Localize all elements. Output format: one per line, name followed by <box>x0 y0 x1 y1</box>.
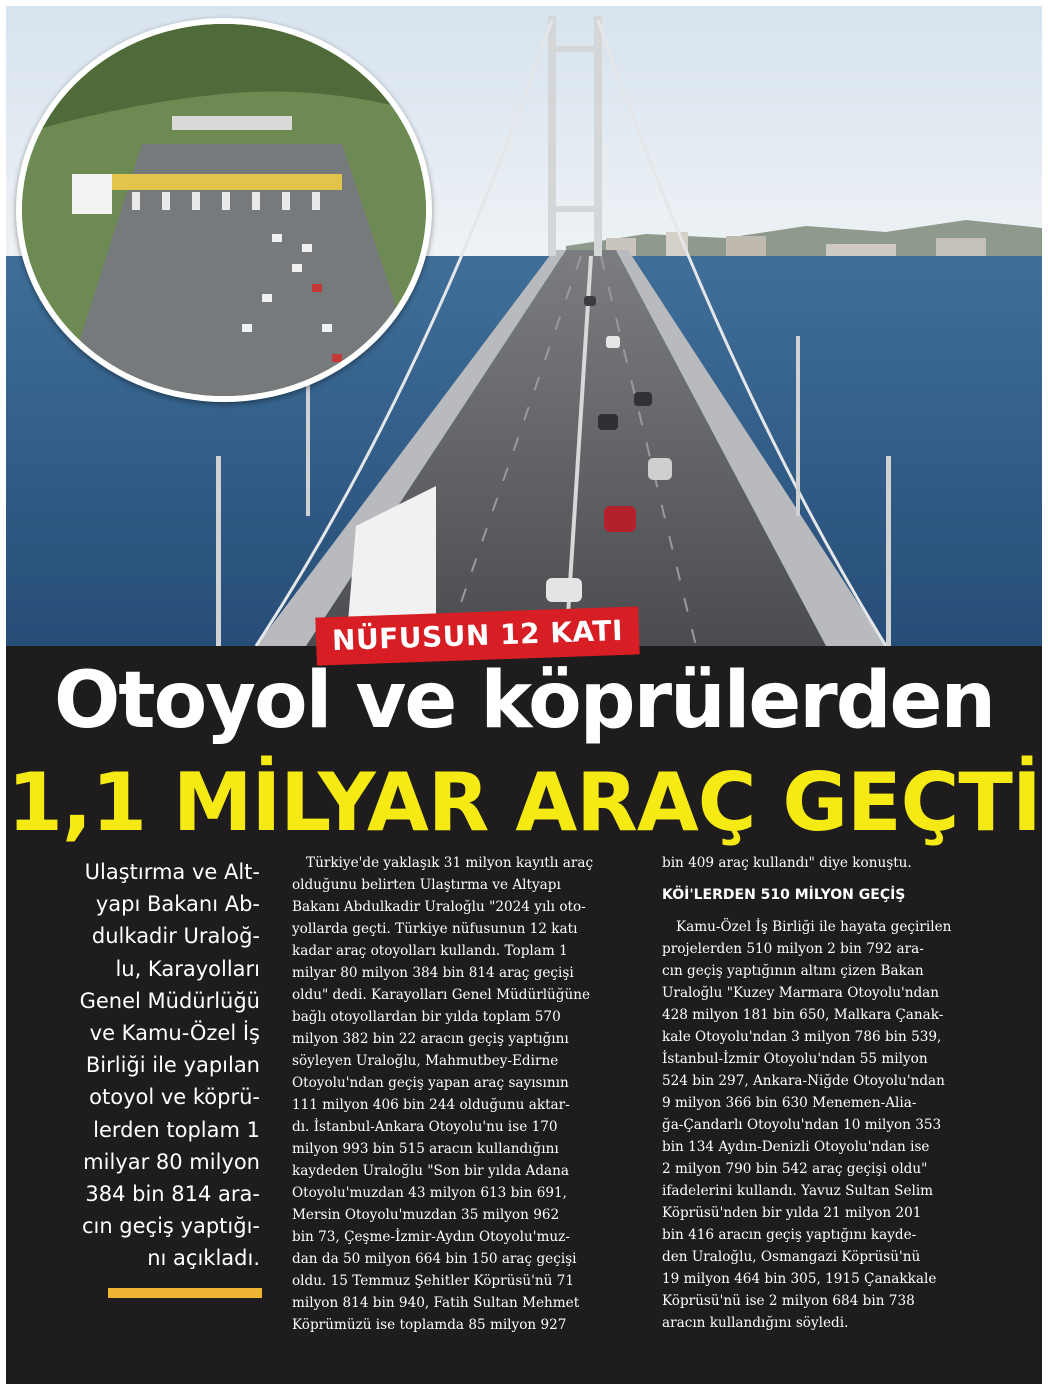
lead-line: cın geçiş yaptığı- <box>81 1214 260 1239</box>
body-line: milyon 382 bin 22 aracın geçiş yaptığını <box>292 1031 569 1047</box>
body-line: yollarda geçti. Türkiye nüfusunun 12 katı <box>292 921 578 937</box>
article-column-2 <box>662 852 1022 1334</box>
body-line: 9 milyon 366 bin 630 Menemen-Alia- <box>662 1095 917 1111</box>
body-line: ğa-Çandarlı Otoyolu'ndan 10 milyon 353 <box>662 1117 942 1133</box>
body-line: milyon 814 bin 940, Fatih Sultan Mehmet <box>292 1295 580 1311</box>
body-line: Kamu-Özel İş Birliği ile hayata geçirilen <box>676 919 952 935</box>
lead-line: Genel Müdürlüğü <box>79 988 260 1013</box>
body-line: cın geçiş yaptığının altını çizen Bakan <box>662 963 924 979</box>
body-line: ifadelerini kullandı. Yavuz Sultan Selim <box>662 1183 934 1199</box>
body-line: kaydeden Uraloğlu "Son bir yılda Adana <box>292 1163 569 1179</box>
body-line: Köprüsü'nü ise 2 milyon 684 bin 738 <box>662 1293 915 1309</box>
body-line: Otoyolu'muzdan 43 milyon 613 bin 691, <box>292 1185 567 1201</box>
body-line: olduğunu belirten Ulaştırma ve Altyapı <box>292 877 561 893</box>
body-line: söyleyen Uraloğlu, Mahmutbey-Edirne <box>292 1053 559 1069</box>
lead-accent-bar <box>108 1288 262 1298</box>
body-line: milyon 993 bin 515 aracın kullandığını <box>292 1141 559 1157</box>
body-line: Uraloğlu "Kuzey Marmara Otoyolu'ndan <box>662 985 940 1001</box>
body-line: 19 milyon 464 bin 305, 1915 Çanakkale <box>662 1271 937 1287</box>
lead-line: dulkadir Uraloğ- <box>91 924 260 949</box>
body-line: den Uraloğlu, Osmangazi Köprüsü'nü <box>662 1249 921 1265</box>
body-line: bin 409 araç kullandı" diye konuştu. <box>662 855 912 871</box>
body-line: projelerden 510 milyon 2 bin 792 ara- <box>662 941 924 957</box>
body-line: kale Otoyolu'ndan 3 milyon 786 bin 539, <box>662 1029 942 1045</box>
body-line: Türkiye'de yaklaşık 31 milyon kayıtlı araç <box>306 855 594 871</box>
newspaper-page <box>6 6 1042 1384</box>
body-line: Köprümüzü ise toplamda 85 milyon 927 <box>292 1317 567 1333</box>
body-line: bin 73, Çeşme-İzmir-Aydın Otoyolu'muz- <box>292 1229 570 1245</box>
headline-line-2: 1,1 MİLYAR ARAÇ GEÇTİ <box>7 756 1041 849</box>
body-line: kadar araç otoyolları kullandı. Toplam 1 <box>292 943 568 959</box>
body-line: 2 milyon 790 bin 542 araç geçişi oldu" <box>662 1161 928 1177</box>
lead-line: Ulaştırma ve Alt- <box>84 860 260 884</box>
body-line: oldu" dedi. Karayolları Genel Müdürlüğüne <box>292 987 591 1003</box>
lead-line: otoyol ve köprü- <box>89 1085 260 1110</box>
body-line: bağlı otoyollardan bir yılda toplam 570 <box>292 1009 561 1025</box>
body-line: dı. İstanbul-Ankara Otoyolu'nu ise 170 <box>292 1119 558 1135</box>
lead-paragraph <box>34 856 260 1275</box>
headline-line-1: Otoyol ve köprülerden <box>54 656 994 746</box>
body-line: Köprüsü'nden bir yılda 21 milyon 201 <box>662 1205 922 1221</box>
bridge-photo <box>6 6 1042 646</box>
body-line: milyar 80 milyon 384 bin 814 araç geçişi <box>292 965 574 981</box>
kicker-label: NÜFUSUN 12 KATI <box>315 606 640 665</box>
lead-line: lu, Karayolları <box>115 956 260 981</box>
body-line: Bakanı Abdulkadir Uraloğlu "2024 yılı oto- <box>292 899 586 915</box>
body-line: bin 134 Aydın-Denizli Otoyolu'ndan ise <box>662 1139 930 1155</box>
body-line: bin 416 aracın geçiş yaptığını kayde- <box>662 1227 917 1243</box>
body-line: oldu. 15 Temmuz Şehitler Köprüsü'nü 71 <box>292 1273 574 1289</box>
lead-line: yapı Bakanı Ab- <box>95 892 260 917</box>
toll-plaza-illustration <box>22 24 426 396</box>
article-column-1 <box>292 852 638 1336</box>
body-line: 428 milyon 181 bin 650, Malkara Çanak- <box>662 1007 944 1023</box>
body-line: Mersin Otoyolu'muzdan 35 milyon 962 <box>292 1207 560 1223</box>
lead-line: nı açıkladı. <box>147 1246 260 1271</box>
lead-line: ve Kamu-Özel İş <box>89 1021 260 1046</box>
body-line: aracın kullandığını söyledi. <box>662 1315 849 1331</box>
section-subhead: KÖİ'LERDEN 510 MİLYON GEÇİŞ <box>662 887 906 903</box>
lead-line: lerden toplam 1 <box>93 1117 260 1142</box>
lead-line: milyar 80 milyon <box>83 1149 260 1174</box>
toll-plaza-photo <box>16 18 432 402</box>
body-line: dan da 50 milyon 664 bin 150 araç geçişi <box>292 1251 577 1267</box>
lead-line: Birliği ile yapılan <box>85 1053 260 1078</box>
body-line: İstanbul-İzmir Otoyolu'ndan 55 milyon <box>662 1051 928 1067</box>
lead-line: 384 bin 814 ara- <box>85 1182 260 1207</box>
body-line: Otoyolu'ndan geçiş yapan araç sayısının <box>292 1075 569 1091</box>
body-line: 111 milyon 406 bin 244 olduğunu aktar- <box>292 1097 570 1113</box>
body-line: 524 bin 297, Ankara-Niğde Otoyolu'ndan <box>662 1073 945 1089</box>
